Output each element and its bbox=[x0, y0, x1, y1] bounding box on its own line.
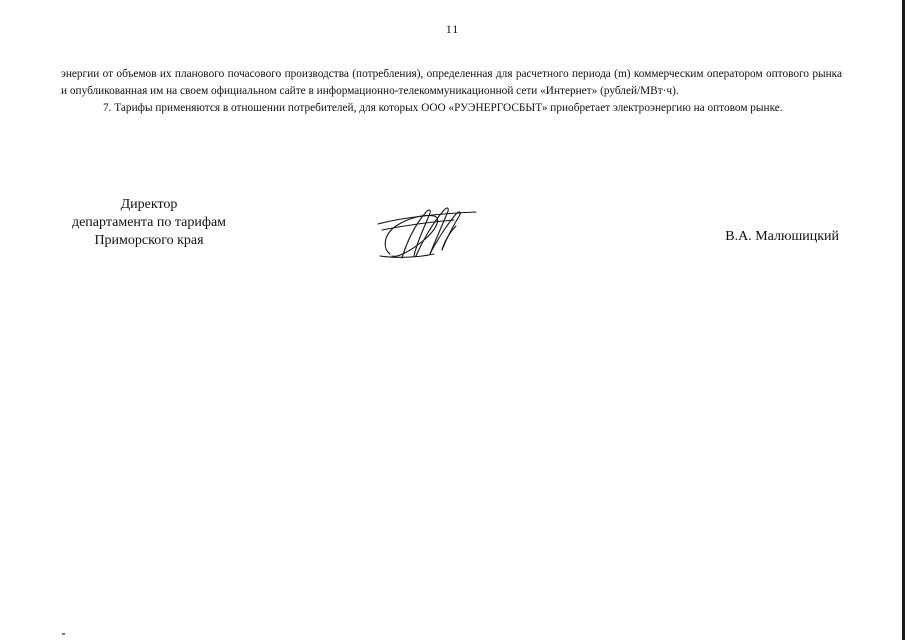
paragraph-item-7: 7. Тарифы применяются в отношении потребителей, для которых ООО «РУЭНЕРГОСБЫТ» приобретает электроэнергию на оптовом рынке. bbox=[103, 102, 783, 114]
signatory-position bbox=[44, 196, 254, 250]
signer-name: В.А. Малюшицкий bbox=[725, 229, 839, 244]
scan-artifact bbox=[62, 633, 65, 635]
signatory-title-line: Приморского края bbox=[94, 233, 204, 248]
body-text bbox=[61, 66, 842, 117]
handwritten-signature bbox=[372, 196, 492, 270]
paragraph-continuation: энергии от объемов их планового почасового производства (потребления), определенная для расчетного периода (m) коммерческим оператором оптового рынка и опубликованная им на своем официальном сайте в информационно-телекоммуникационной сети «Интернет» (рублей/МВт·ч). bbox=[61, 68, 842, 97]
signatory-title-line: департамента по тарифам bbox=[71, 215, 227, 230]
page-number: 11 bbox=[445, 22, 460, 36]
signatory-title-line: Директор bbox=[120, 197, 178, 212]
